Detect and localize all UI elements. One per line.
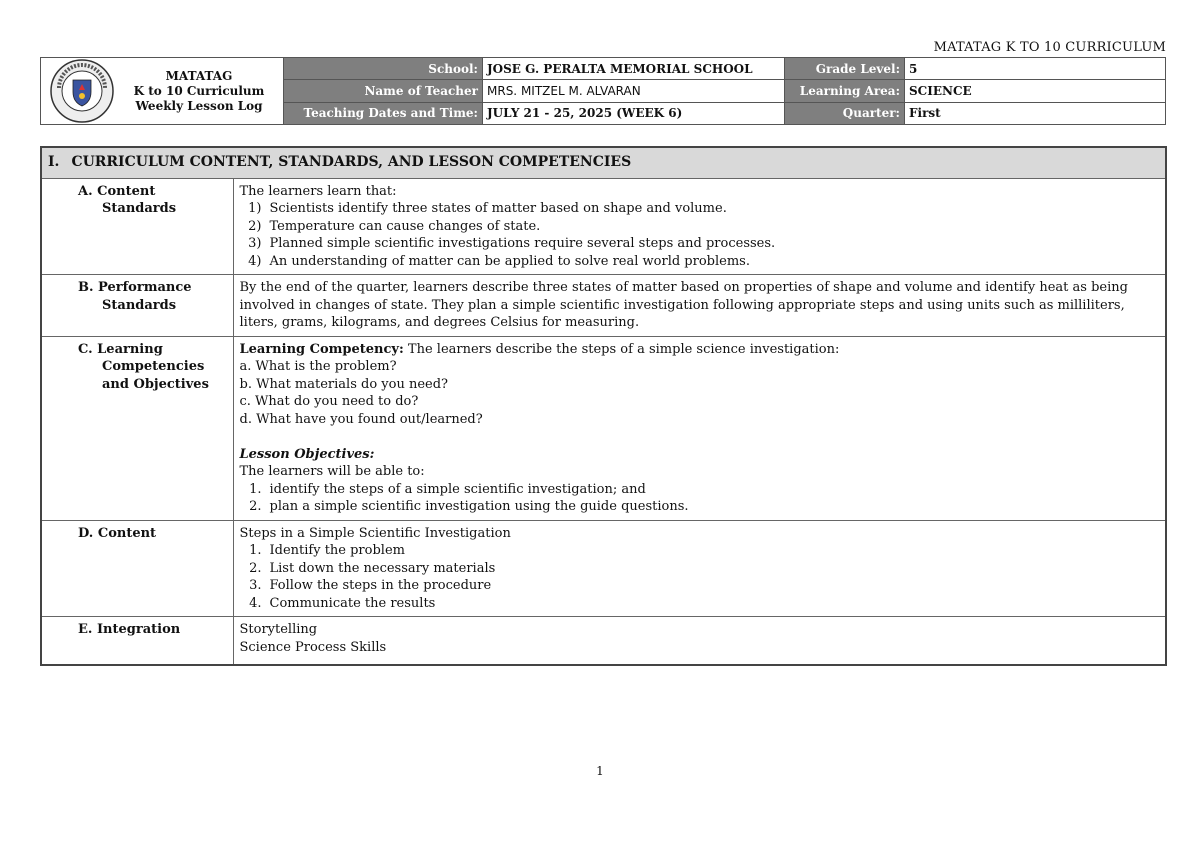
content-standards-body: The learners learn that: 1) Scientists identify three states of matter based on shape and volume. 2) Temperature can cause changes of state. 3) Planned simple scientific investigations require several steps and processes. 4) An understanding of matter can be applied to solve real world problems. [233, 178, 1166, 275]
grade-label: Grade Level: [785, 58, 905, 80]
content-label: D. Content [41, 520, 233, 617]
list-item: 1. identify the steps of a simple scientific investigation; and [249, 481, 646, 497]
objectives-heading: Lesson Objectives: [239, 446, 375, 462]
list-item: 3. Follow the steps in the procedure [249, 578, 492, 593]
curriculum-tag: MATATAG K TO 10 CURRICULUM [933, 40, 1166, 55]
list-item: 1) Scientists identify three states of matter based on shape and volume. [248, 201, 727, 216]
content-row [41, 520, 1166, 617]
log-title: MATATAG K to 10 Curriculum Weekly Lesson Log [133, 68, 265, 113]
list-item: 4. Communicate the results [249, 595, 436, 611]
competencies-row [41, 336, 1166, 520]
performance-standards-label: B. Performance Standards [41, 275, 233, 337]
integration-body: Storytelling Science Process Skills [233, 617, 1166, 666]
page-number: 1 [596, 764, 604, 778]
curriculum-table [40, 146, 1167, 666]
content-standards-row [41, 178, 1166, 275]
integration-label: E. Integration [41, 617, 233, 666]
list-item: 1. Identify the problem [249, 543, 405, 558]
performance-standards-row [41, 275, 1166, 337]
quarter-value: First [905, 102, 1166, 124]
performance-standards-body: By the end of the quarter, learners describe three states of matter based on properties of shape and volume and identify heat as being involved in changes of state. They plan a simple scientific investigation following appropriate steps and using units such as milliliters, liters, grams, kilograms, and degrees Celsius for measuring. [233, 275, 1166, 337]
list-item: 2) Temperature can cause changes of state. [248, 218, 541, 234]
school-label: School: [284, 58, 483, 80]
integration-row [41, 617, 1166, 666]
teacher-label: Name of Teacher [284, 80, 483, 102]
competencies-body: Learning Competency: The learners describe the steps of a simple science investigation: a. What is the problem? b. What materials do you need? c. What do you need to do? d. What have you found out/learned? Lesson Objectives: The learners will be able to: 1. identify the steps of a simple scientific investigation; and 2. plan a simple scientific investigation using the guide questions. [233, 336, 1166, 520]
grade-value: 5 [905, 58, 1166, 80]
school-value: JOSE G. PERALTA MEMORIAL SCHOOL [483, 58, 785, 80]
deped-seal-icon [49, 58, 115, 124]
content-body: Steps in a Simple Scientific Investigation 1. Identify the problem 2. List down the necessary materials 3. Follow the steps in the procedure 4. Communicate the results [233, 520, 1166, 617]
quarter-label: Quarter: [785, 102, 905, 124]
list-item: 2. plan a simple scientific investigation using the guide questions. [249, 499, 689, 514]
dates-value: JULY 21 - 25, 2025 (WEEK 6) [483, 102, 785, 124]
list-item: 3) Planned simple scientific investigations require several steps and processes. [248, 236, 776, 251]
dates-label: Teaching Dates and Time: [284, 102, 483, 124]
logo-cell [41, 58, 284, 125]
lesson-log-header-table [40, 57, 1166, 125]
teacher-value: MRS. MITZEL M. ALVARAN [483, 80, 785, 102]
list-item: a. What is the problem? [239, 359, 397, 374]
list-item: 2. List down the necessary materials [249, 560, 496, 576]
content-standards-label: A. Content Standards [41, 178, 233, 275]
list-item: d. What have you found out/learned? [239, 411, 483, 427]
list-item: b. What materials do you need? [239, 376, 449, 392]
area-value: SCIENCE [905, 80, 1166, 102]
list-item: c. What do you need to do? [239, 394, 419, 409]
competencies-label: C. Learning Competencies and Objectives [41, 336, 233, 520]
area-label: Learning Area: [785, 80, 905, 102]
list-item: 4) An understanding of matter can be applied to solve real world problems. [248, 253, 750, 269]
section-header: I. CURRICULUM CONTENT, STANDARDS, AND LESSON COMPETENCIES [41, 147, 1166, 178]
